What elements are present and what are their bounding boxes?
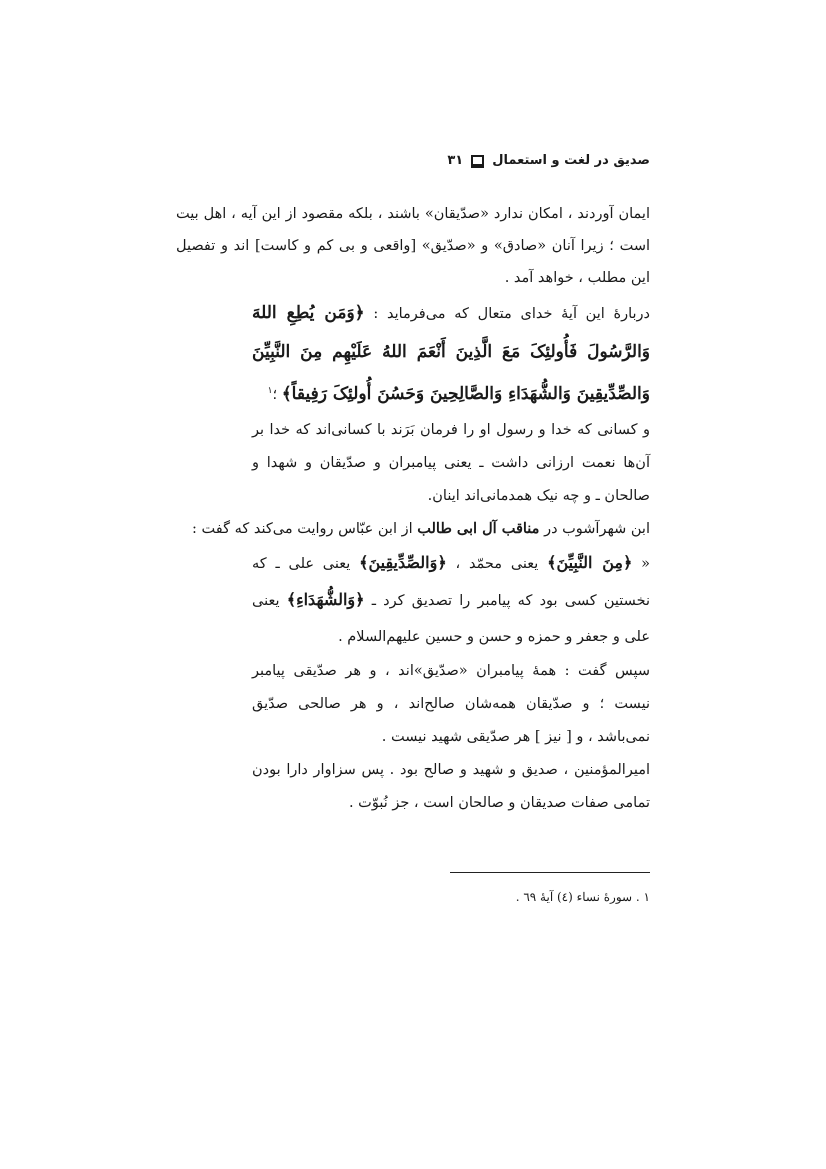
paragraph xyxy=(252,545,650,655)
running-header xyxy=(176,148,650,172)
text-span: ابن شهرآشوب در xyxy=(544,520,650,537)
page-number: ۳۱ xyxy=(447,152,464,168)
header-title: صدیق در لغت و استعمال xyxy=(492,152,650,168)
footnote: ۱ . سورهٔ نساء (٤) آیهٔ ٦٩ . xyxy=(515,890,650,904)
text-span: یعنی علی و جعفر و حمزه و حسن و حسین علیهم‌السلام . xyxy=(252,592,650,645)
verse-end: ؛ xyxy=(272,386,278,403)
quran-verse: ﴿وَالشُّهَدَاءِ﴾ xyxy=(286,589,365,609)
text-span: از ابن عبّاس روایت می‌کند که گفت : xyxy=(192,520,413,537)
paragraph xyxy=(252,294,650,414)
footnote-separator xyxy=(450,872,650,873)
book-title: مناقب آل ابی طالب xyxy=(417,519,540,537)
text-span: یعنی محمّد ، xyxy=(455,555,539,572)
verse-intro: دربارهٔ این آیهٔ خدای متعال که می‌فرماید : xyxy=(373,306,651,322)
paragraph: ایمان آوردند ، امکان ندارد «صدّیقان» باشند ، بلکه مقصود از این آیه ، اهل بیت است ؛ زیرا آنان «صادق» و «صدّیق» [واقعی و بی کم و کاست] اند و تفصیل این مطلب ، خواهد آمد . xyxy=(176,206,650,286)
quran-verse: ﴿وَمَن یُطِعِ اللهَ وَالرَّسُولَ فَأُولئِکَ مَعَ الَّذِینَ أَنْعَمَ اللهُ عَلَیْهِم مِنَ النَّبِیِّنَ وَالصِّدِّیقِینَ وَالشُّهَدَاءِ وَالصَّالِحِینَ وَحَسُنَ أُولئِکَ رَفِیقاً﴾ xyxy=(252,303,650,404)
paragraph: و کسانی که خدا و رسول او را فرمان بَرَند با کسانی‌اند که خدا بر آن‌ها نعمت ارزانی داشت ـ یعنی پیامبران و صدّیقان و شهدا و صالحان ـ و چه نیک همدمانی‌اند اینان. xyxy=(252,421,650,504)
page-body xyxy=(176,198,650,820)
paragraph xyxy=(176,513,650,545)
text-span: یعنی علی ـ که نخستین کسی بود که پیامبر را تصدیق کرد ـ xyxy=(252,555,650,609)
quoted-block xyxy=(176,294,650,513)
text-span: « xyxy=(641,555,651,572)
paragraph: سپس گفت : همهٔ پیامبران «صدّیق»اند ، و هر صدّیقی پیامبر نیست ؛ و صدّیقان همه‌شان صالح‌اند ، و هر صالحی صدّیق نمی‌باشد ، و [ نیز ] هر صدّیقی شهید نیست . xyxy=(252,662,650,745)
quran-verse: ﴿مِنَ النَّبِیِّنَ﴾ xyxy=(547,552,633,572)
book-icon xyxy=(471,155,484,166)
footnote-marker: ۱ xyxy=(267,386,273,396)
quoted-block xyxy=(176,545,650,820)
quran-verse: ﴿وَالصِّدِّیقِینَ﴾ xyxy=(359,552,447,572)
paragraph: امیرالمؤمنین ، صدیق و شهید و صالح بود . پس سزاوار دارا بودن تمامی صفات صدیقان و صالحان است ، جز نُبوّت . xyxy=(252,761,650,811)
